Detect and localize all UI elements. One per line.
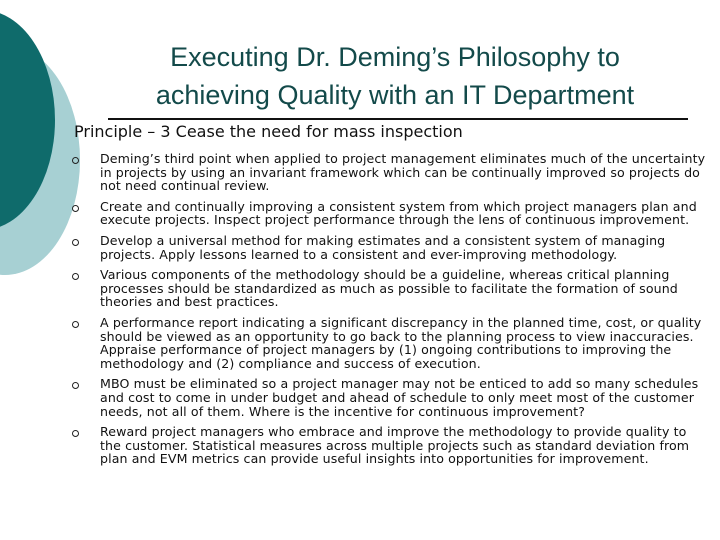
bullet-text: Develop a universal method for making estimates and a consistent system of managing projects. Apply lessons learned to a consistent and ever-improving methodology. (100, 232, 666, 262)
title-divider (108, 118, 688, 120)
bullet-text: Various components of the methodology should be a guideline, whereas critical planning processes should be standardized as much as possible to facilitate the formation of sound theories and best practices. (100, 267, 678, 310)
bullet-item (72, 234, 710, 261)
bullet-text: Create and continually improving a consistent system from which project managers plan and execute projects. Inspect project performance through the lens of continuous improvement. (100, 198, 697, 228)
bullet-item (72, 377, 710, 418)
slide-title-line-1: Executing Dr. Deming’s Philosophy to (170, 42, 620, 72)
bullet-text: Deming’s third point when applied to project management eliminates much of the uncertainty in projects by using an invariant framework which can be continually improved so projects do not need continual review. (100, 151, 706, 194)
slide-title (110, 38, 680, 114)
bullet-item (72, 316, 710, 370)
bullet-text: MBO must be eliminated so a project manager may not be enticed to add so many schedules and cost to come in under budget and ahead of schedule to only meet most of the customer needs, not all of them. Where is the incentive for continuous improvement? (100, 376, 699, 419)
bullet-circle-icon (72, 430, 79, 437)
bullet-item (72, 152, 710, 193)
bullet-circle-icon (72, 239, 79, 246)
bullet-item (72, 200, 710, 227)
bullet-circle-icon (72, 273, 79, 280)
bullet-item (72, 268, 710, 309)
bullet-text: A performance report indicating a significant discrepancy in the planned time, cost, or quality should be viewed as an opportunity to go back to the planning process to view inaccuracies. Appraise performance of project managers by (1) ongoing contributions to improving the methodology and (2) compliance and success of execution. (100, 314, 702, 371)
bullet-text: Reward project managers who embrace and improve the methodology to provide quality to the customer. Statistical measures across multiple projects such as standard deviation from plan and EVM metrics can provide useful insights into opportunities for improvement. (100, 424, 690, 467)
slide-subtitle: Principle – 3 Cease the need for mass inspection (74, 122, 463, 141)
bullet-item (72, 425, 710, 466)
bullet-circle-icon (72, 205, 79, 212)
bullet-list (72, 152, 710, 466)
bullet-circle-icon (72, 382, 79, 389)
slide-title-line-2: achieving Quality with an IT Department (155, 80, 635, 110)
bullet-circle-icon (72, 157, 79, 164)
bullet-circle-icon (72, 321, 79, 328)
